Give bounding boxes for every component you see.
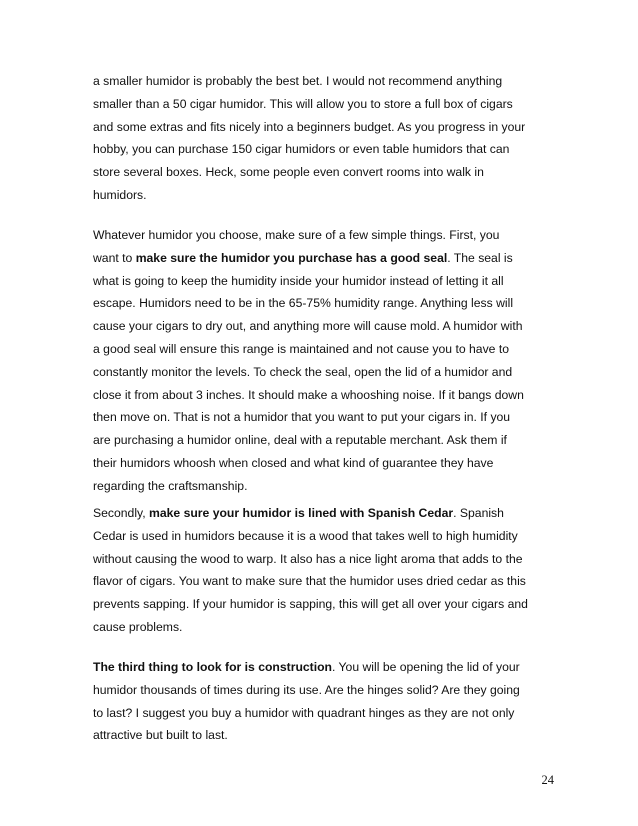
bold-text-run: make sure your humidor is lined with Spanish Cedar [149, 506, 454, 520]
text-run: humidor thousands of times during its use. Are the hinges solid? Are they going [93, 682, 520, 697]
bold-text-run: The third thing to look for is construction [93, 660, 332, 674]
text-line [93, 270, 553, 293]
text-line [93, 570, 553, 593]
text-line [93, 616, 553, 639]
text-run: constantly monitor the levels. To check the seal, open the lid of a humidor and [93, 364, 513, 379]
text-run: . Spanish [453, 506, 504, 520]
text-run: attractive but built to last. [93, 728, 228, 743]
text-run: to last? I suggest you buy a humidor with quadrant hinges as they are not only [93, 705, 515, 720]
text-line [93, 702, 553, 725]
text-line [93, 593, 553, 616]
text-line [93, 679, 553, 702]
text-run: regarding the craftsmanship. [93, 478, 248, 493]
text-line [93, 525, 553, 548]
text-run: Whatever humidor you choose, make sure of a few simple things. First, you [93, 228, 500, 242]
text-run: flavor of cigars. You want to make sure that the humidor uses dried cedar as this [93, 574, 526, 589]
text-run: what is going to keep the humidity inside your humidor instead of letting it all [93, 273, 504, 288]
text-run: want to [93, 250, 136, 265]
text-run: their humidors whoosh when closed and what kind of guarantee they have [93, 455, 494, 470]
text-run: smaller than a 50 cigar humidor. This will allow you to store a full box of cigars [93, 96, 513, 111]
text-line [93, 138, 553, 161]
text-line [93, 292, 553, 315]
paragraph-spanish-cedar [93, 502, 553, 639]
text-run: . The seal is [447, 250, 513, 265]
text-run: a smaller humidor is probably the best bet. I would not recommend anything [93, 74, 503, 88]
paragraph-construction [93, 656, 553, 747]
text-line [93, 502, 553, 525]
text-line [93, 361, 553, 384]
text-line [93, 429, 553, 452]
text-run: close it from about 3 inches. It should make a whooshing noise. If it bangs down [93, 387, 524, 402]
text-line [93, 724, 553, 747]
text-line [93, 161, 553, 184]
text-run: humidors. [93, 187, 147, 202]
text-run: are purchasing a humidor online, deal with a reputable merchant. Ask them if [93, 433, 507, 448]
text-run: . You will be opening the lid of your [332, 660, 520, 674]
text-line [93, 452, 553, 475]
paragraph-seal [93, 224, 553, 498]
text-run: then move on. That is not a humidor that you want to put your cigars in. If you [93, 410, 511, 425]
text-run: without causing the wood to warp. It also has a nice light aroma that adds to the [93, 551, 523, 566]
bold-text-run: make sure the humidor you purchase has a good seal [135, 250, 448, 265]
text-run: a good seal will ensure this range is maintained and not cause you to have to [93, 341, 509, 356]
text-run: prevents sapping. If your humidor is sapping, this will get all over your cigars and [93, 597, 528, 612]
text-line [93, 406, 553, 429]
text-line [93, 224, 553, 247]
text-run: and some extras and fits nicely into a beginners budget. As you progress in your [93, 119, 526, 134]
text-line [93, 548, 553, 571]
text-line [93, 475, 553, 498]
text-run: escape. Humidors need to be in the 65-75% humidity range. Anything less will [93, 296, 514, 311]
text-line [93, 93, 553, 116]
text-line [93, 116, 553, 139]
text-run: cause problems. [93, 619, 183, 634]
text-line [93, 656, 553, 679]
page-number: 24 [541, 773, 554, 787]
text-line [93, 247, 553, 270]
text-run: hobby, you can purchase 150 cigar humidors or even table humidors that can [93, 142, 510, 157]
text-run: Secondly, [93, 506, 150, 520]
text-run: Cedar is used in humidors because it is a wood that takes well to high humidity [93, 528, 518, 543]
text-line [93, 184, 553, 207]
paragraph-intro [93, 70, 553, 207]
text-run: store several boxes. Heck, some people even convert rooms into walk in [93, 165, 484, 180]
text-line [93, 384, 553, 407]
text-run: cause your cigars to dry out, and anything more will cause mold. A humidor with [93, 319, 523, 334]
text-line [93, 70, 553, 93]
text-line [93, 338, 553, 361]
text-line [93, 315, 553, 338]
